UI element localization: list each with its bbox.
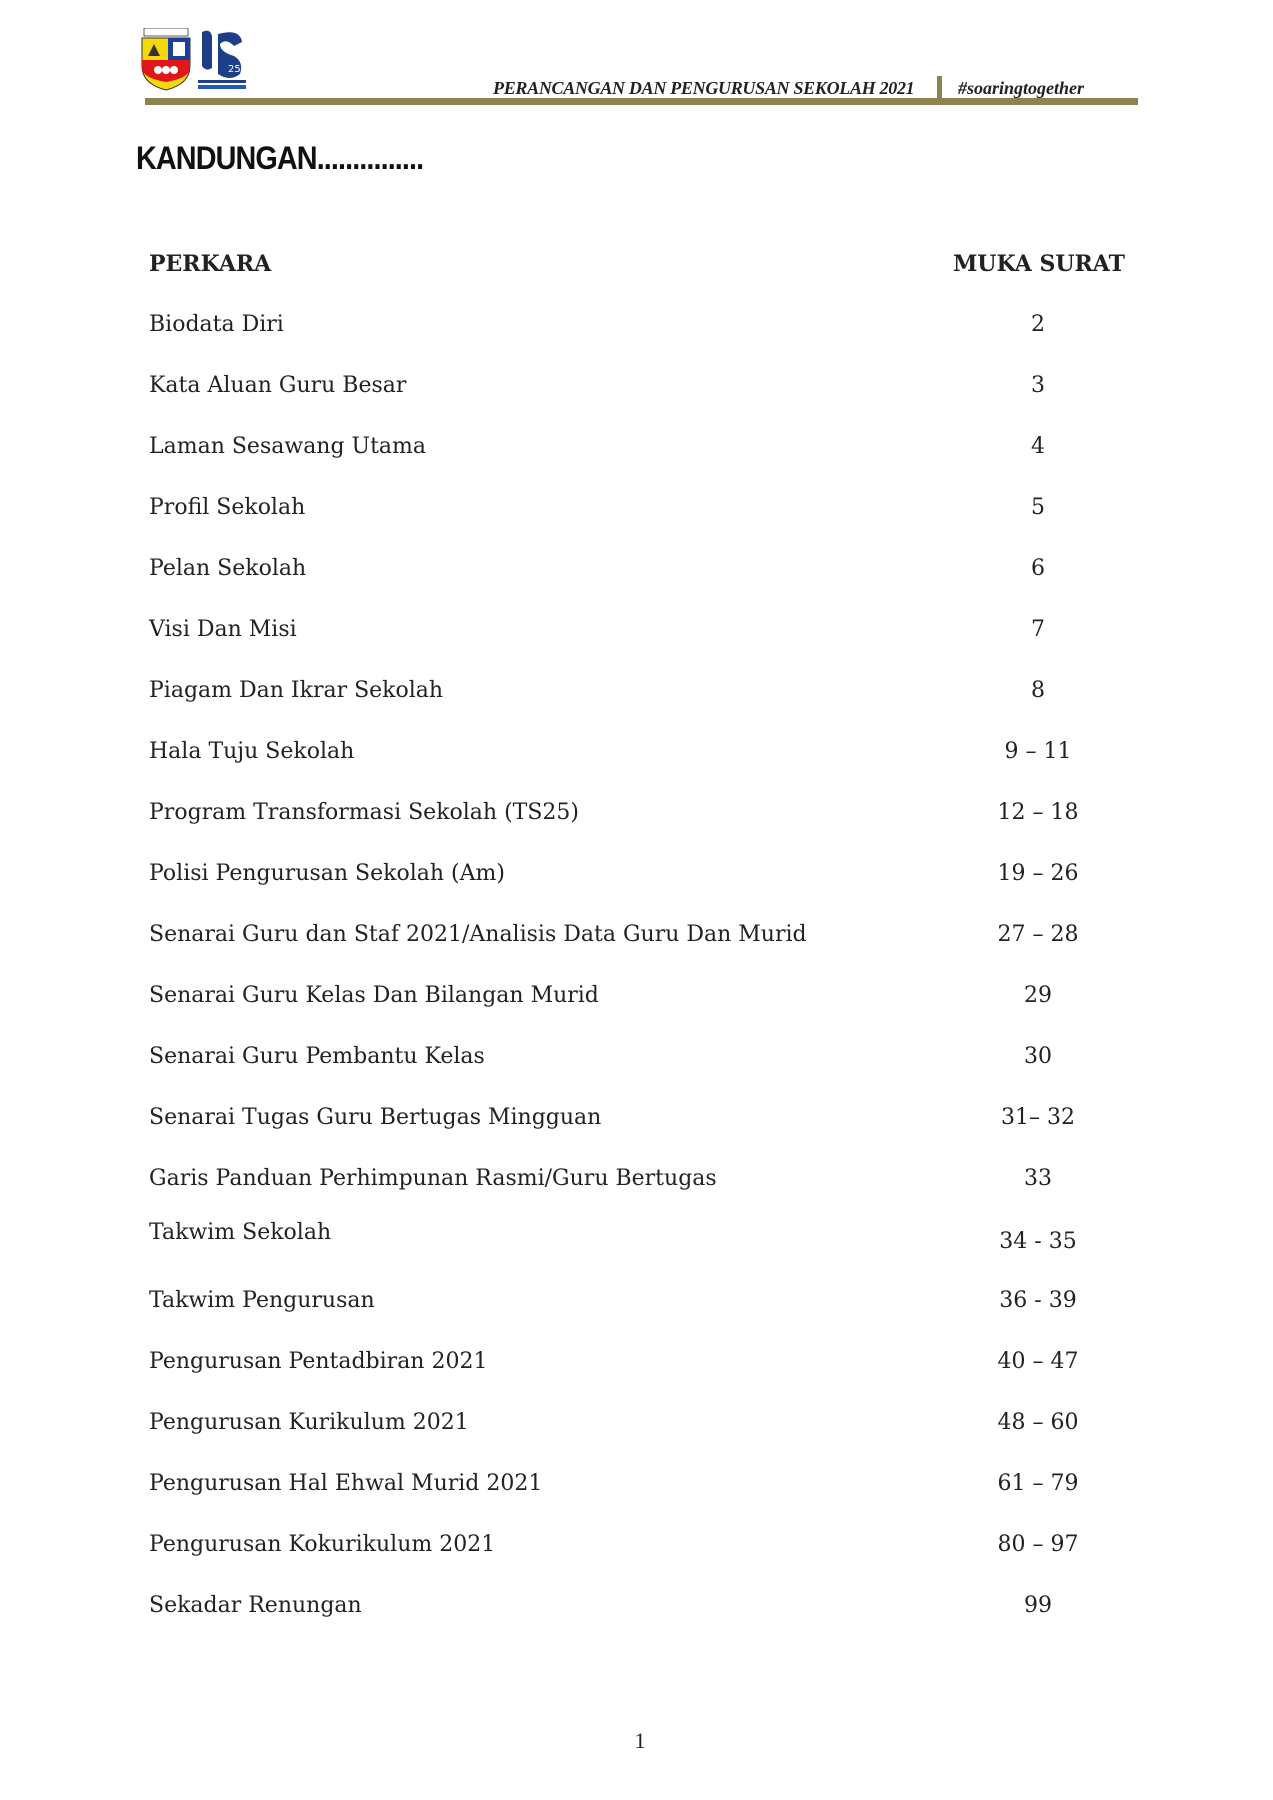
toc-item-label: Takwim Pengurusan — [149, 1288, 375, 1313]
toc-item-label: Pengurusan Hal Ehwal Murid 2021 — [149, 1471, 543, 1496]
toc-row — [149, 556, 1129, 586]
toc-item-label: Polisi Pengurusan Sekolah (Am) — [149, 861, 505, 886]
toc-item-page: 33 — [1024, 1166, 1052, 1191]
toc-item-page: 6 — [1031, 556, 1045, 581]
toc-item-page: 31– 32 — [1001, 1105, 1075, 1130]
toc-item-label: Laman Sesawang Utama — [149, 434, 427, 459]
toc-item-label: Senarai Guru Pembantu Kelas — [149, 1044, 485, 1069]
toc-item-label: Takwim Sekolah — [149, 1220, 332, 1245]
toc-row — [149, 1532, 1129, 1562]
toc-row — [149, 434, 1129, 464]
toc-item-page: 8 — [1031, 678, 1045, 703]
toc-row — [149, 1220, 1129, 1257]
toc-item-label: Pelan Sekolah — [149, 556, 307, 581]
page-number: 1 — [634, 1728, 646, 1753]
toc-item-page: 27 – 28 — [997, 922, 1079, 947]
toc-row — [149, 1166, 1129, 1196]
column-header-page: MUKA SURAT — [952, 251, 1126, 277]
svg-text:25: 25 — [228, 64, 241, 75]
toc-row — [149, 1105, 1129, 1135]
toc-item-page: 12 – 18 — [997, 800, 1079, 825]
toc-item-page: 30 — [1024, 1044, 1052, 1069]
toc-item-label: Pengurusan Pentadbiran 2021 — [149, 1349, 488, 1374]
toc-row — [149, 861, 1129, 891]
toc-item-page: 2 — [1031, 312, 1045, 337]
toc-row — [149, 312, 1129, 342]
toc-item-page: 48 – 60 — [997, 1410, 1079, 1435]
toc-item-page: 4 — [1031, 434, 1045, 459]
toc-row — [149, 678, 1129, 708]
toc-item-label: Visi Dan Misi — [149, 617, 297, 642]
toc-row — [149, 800, 1129, 830]
toc-row — [149, 1044, 1129, 1074]
toc-item-label: Program Transformasi Sekolah (TS25) — [149, 800, 579, 825]
toc-row — [149, 495, 1129, 525]
toc-row — [149, 1410, 1129, 1440]
toc-row — [149, 1288, 1129, 1318]
toc-item-label: Senarai Guru dan Staf 2021/Analisis Data Guru Dan Murid — [149, 922, 807, 947]
toc-row — [149, 983, 1129, 1013]
toc-item-page: 34 - 35 — [999, 1229, 1077, 1254]
toc-item-label: Kata Aluan Guru Besar — [149, 373, 407, 398]
toc-item-page: 19 – 26 — [997, 861, 1079, 886]
toc-item-label: Profil Sekolah — [149, 495, 306, 520]
toc-row — [149, 1471, 1129, 1501]
toc-item-page: 29 — [1024, 983, 1052, 1008]
school-crest-logo — [138, 28, 194, 92]
toc-item-label: Pengurusan Kokurikulum 2021 — [149, 1532, 496, 1557]
toc-item-label: Senarai Tugas Guru Bertugas Mingguan — [149, 1105, 602, 1130]
toc-row — [149, 617, 1129, 647]
toc-item-label: Pengurusan Kurikulum 2021 — [149, 1410, 469, 1435]
toc-row — [149, 1593, 1129, 1623]
header-title: PERANCANGAN DAN PENGURUSAN SEKOLAH 2021 — [493, 78, 915, 98]
toc-row — [149, 739, 1129, 769]
toc-item-page: 5 — [1031, 495, 1045, 520]
column-header-item: PERKARA — [149, 251, 272, 277]
page-title: KANDUNGAN............... — [136, 140, 424, 176]
toc-row — [149, 1349, 1129, 1379]
toc-row — [149, 922, 1129, 952]
header-separator — [937, 76, 942, 98]
toc-item-page: 40 – 47 — [997, 1349, 1079, 1374]
ts25-logo — [196, 28, 248, 90]
toc-row — [149, 373, 1129, 403]
toc-header-row — [149, 251, 1129, 281]
toc-item-page: 61 – 79 — [997, 1471, 1079, 1496]
toc-item-page: 3 — [1031, 373, 1045, 398]
toc-item-page: 36 - 39 — [999, 1288, 1077, 1313]
toc-item-label: Garis Panduan Perhimpunan Rasmi/Guru Bertugas — [149, 1166, 717, 1191]
toc-item-label: Biodata Diri — [149, 312, 284, 337]
toc-item-page: 9 – 11 — [1004, 739, 1072, 764]
toc-item-label: Hala Tuju Sekolah — [149, 739, 355, 764]
toc-item-page: 80 – 97 — [997, 1532, 1079, 1557]
toc-item-page: 7 — [1031, 617, 1045, 642]
toc-item-page: 99 — [1024, 1593, 1052, 1618]
toc-item-label: Piagam Dan Ikrar Sekolah — [149, 678, 444, 703]
toc-item-label: Senarai Guru Kelas Dan Bilangan Murid — [149, 983, 599, 1008]
header-rule — [145, 98, 1138, 105]
header-hashtag: #soaringtogether — [958, 78, 1085, 98]
toc-item-label: Sekadar Renungan — [149, 1593, 362, 1618]
